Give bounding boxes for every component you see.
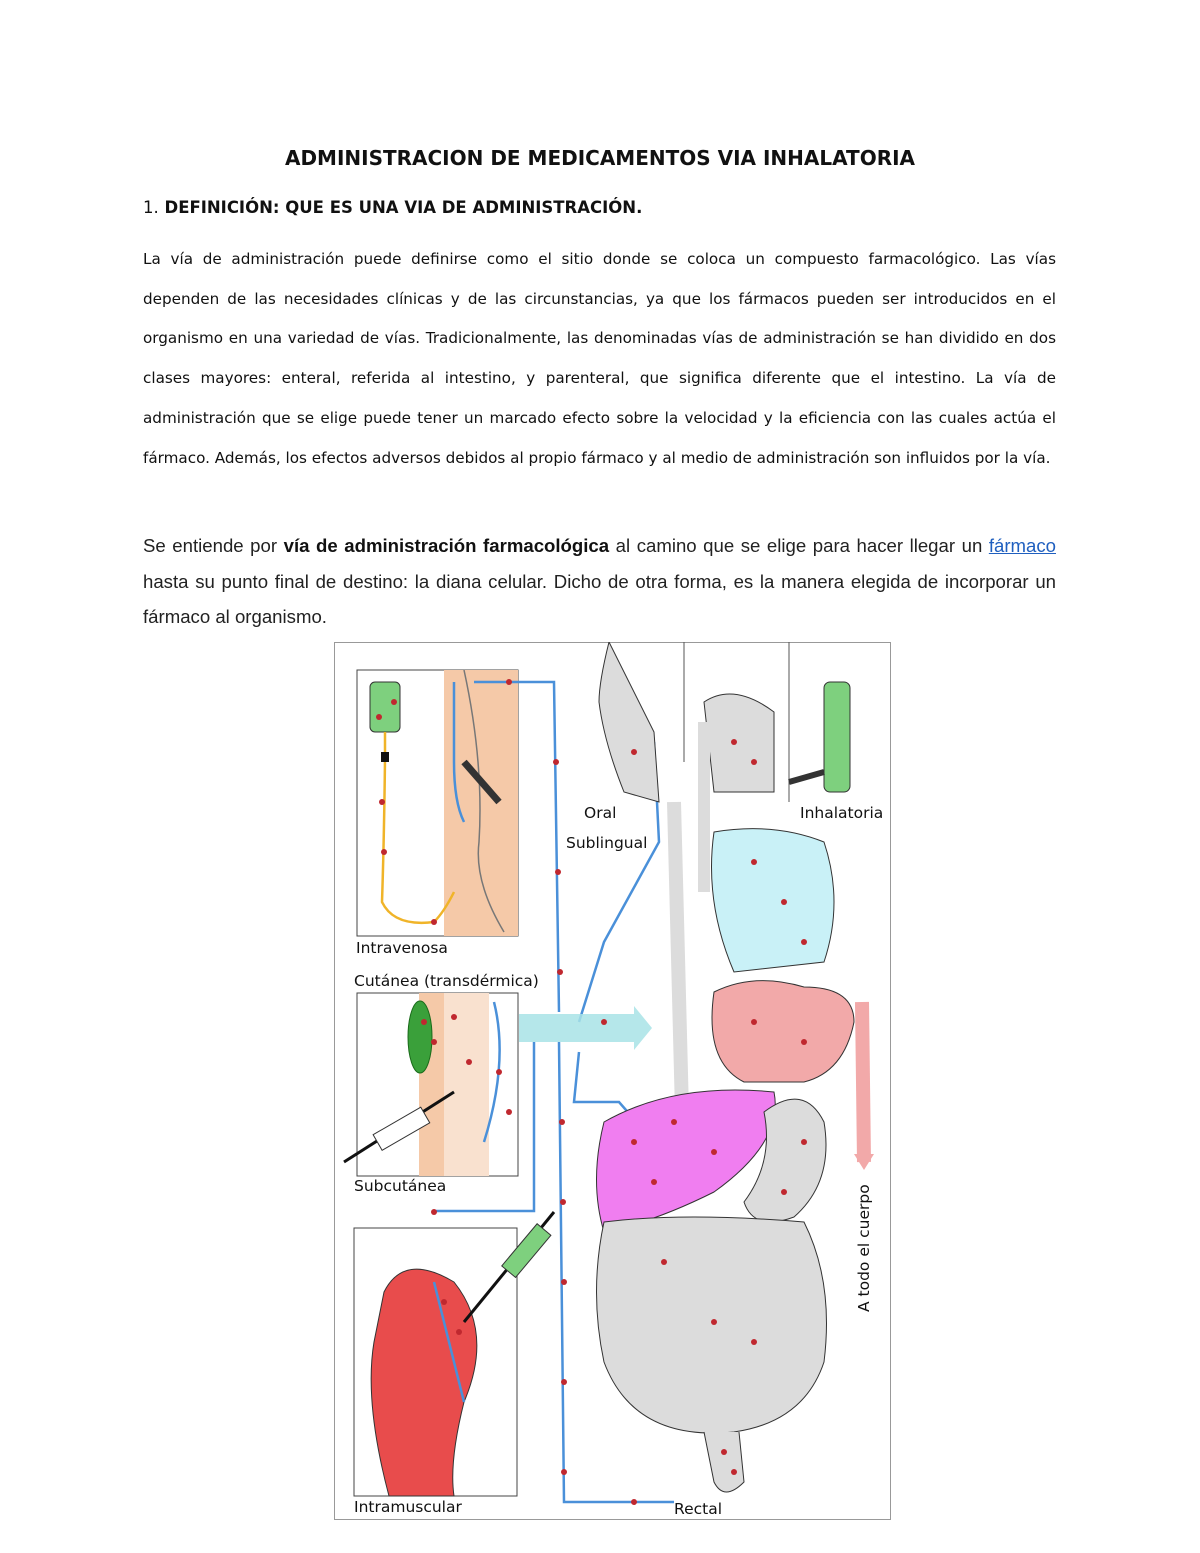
transdermal-patch: [408, 1001, 432, 1073]
label-rectal: Rectal: [674, 1500, 723, 1518]
skin-panel: [344, 993, 518, 1176]
farmaco-link[interactable]: fármaco: [988, 535, 1056, 556]
label-inhalatoria: Inhalatoria: [800, 804, 884, 822]
head-inhalation: [704, 694, 774, 792]
definition-paragraph: [143, 240, 1056, 478]
dermis-layer: [444, 993, 489, 1176]
paragraph-2-middle: al camino que se elige para hacer llegar un: [609, 535, 989, 556]
section-heading: [143, 198, 642, 217]
routes-diagram-svg: [334, 642, 891, 1520]
label-intravenosa: Intravenosa: [356, 939, 448, 957]
paragraph-2-end: hasta su punto final de destino: la diana celular. Dicho de otra forma, es la manera elegida de incorporar un fármaco al organismo.: [143, 570, 1056, 628]
label-cutanea: Cutánea (transdérmica): [354, 972, 539, 990]
intestines: [597, 1217, 827, 1433]
iv-bag: [370, 682, 400, 732]
label-subcutanea: Subcutánea: [354, 1177, 447, 1195]
paragraph-2: [143, 528, 1056, 635]
iv-clamp: [381, 752, 389, 762]
section-number: 1.: [143, 198, 159, 217]
administration-routes-diagram: [334, 642, 891, 1520]
esophagus: [674, 802, 682, 1112]
route-paragraph: [143, 528, 1056, 635]
heart: [712, 981, 854, 1082]
paragraph-2-intro: Se entiende por: [143, 535, 284, 556]
paragraph-2-bold-term: vía de administración farmacológica: [283, 535, 610, 556]
label-todo-el-cuerpo: A todo el cuerpo: [855, 1184, 873, 1312]
document-title: ADMINISTRACION DE MEDICAMENTOS VIA INHALATORIA: [284, 146, 916, 170]
label-oral: Oral: [584, 804, 617, 822]
label-intramuscular: Intramuscular: [354, 1498, 462, 1516]
paragraph-1: La vía de administración puede definirse como el sitio donde se coloca un compuesto farmacológico. Las vías dependen de las necesidades clínicas y de las circunstancias, ya que los fármacos pueden ser introducidos en el organismo en una variedad de vías. Tradicionalmente, las denominadas vías de administración se han dividido en dos clases mayores: enteral, referida al intestino, y parenteral, que significa diferente que el intestino. La vía de administración que se elige puede tener un marcado efecto sobre la velocidad y la eficiencia con las cuales actúa el fármaco. Además, los efectos adversos debidos al propio fármaco y al medio de administración son influidos por la vía.: [143, 250, 1056, 467]
inhaler-canister: [824, 682, 850, 792]
lungs: [712, 829, 835, 972]
label-sublingual: Sublingual: [566, 834, 648, 852]
aorta: [862, 1002, 864, 1162]
section-heading-text: DEFINICIÓN: QUE ES UNA VIA DE ADMINISTRACIÓN.: [164, 198, 643, 217]
